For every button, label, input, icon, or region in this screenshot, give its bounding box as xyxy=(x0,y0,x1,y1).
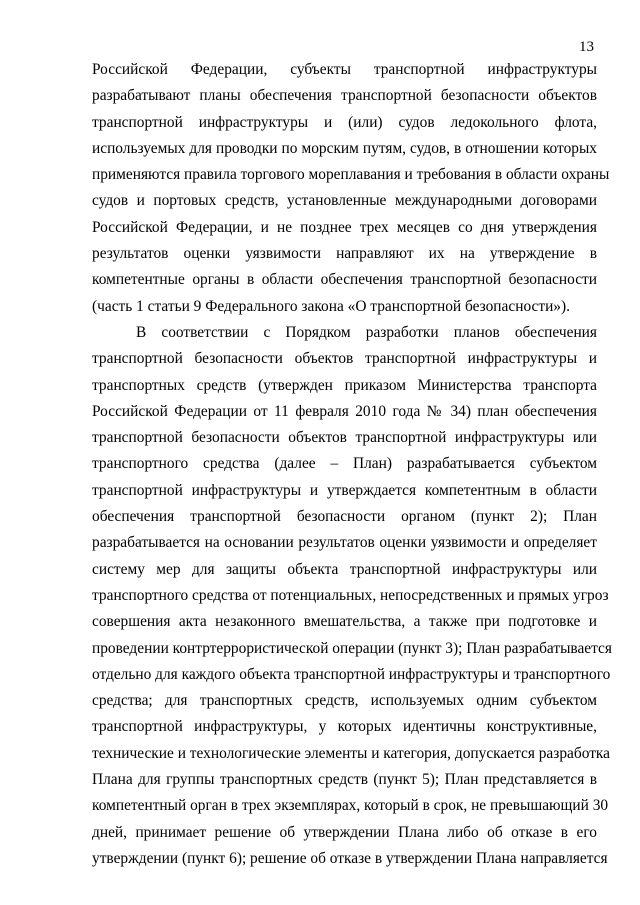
text-line: проведении контртеррористической операции (пункт 3); План разрабатывается xyxy=(92,639,612,657)
text-line: обеспечения транспортной безопасности органом (пункт 2); План xyxy=(92,508,597,526)
text-line: используемых для проводки по морским путям, судов, в отношении которых xyxy=(92,139,597,157)
text-line: технические и технологические элементы и категория, допускается разработка xyxy=(92,744,610,762)
text-line: результатов оценки уязвимости направляют их на утверждение в xyxy=(92,245,597,263)
text-line: утверждении (пункт 6); решение об отказе в утверждении Плана направляется xyxy=(92,849,608,867)
text-line: транспортной безопасности объектов транспортной инфраструктуры и xyxy=(92,350,597,368)
text-line: транспортной безопасности объектов транспортной инфраструктуры или xyxy=(92,429,597,447)
text-line: совершения акта незаконного вмешательства, а также при подготовке и xyxy=(92,613,597,631)
text-line: Российской Федерации, субъекты транспортной инфраструктуры xyxy=(92,61,597,78)
text-line: В соответствии с Порядком разработки планов обеспечения xyxy=(136,323,597,341)
page-number: 13 xyxy=(579,39,594,55)
text-line: судов и портовых средств, установленные международными договорами xyxy=(92,192,597,210)
text-line: транспортной инфраструктуры и (или) судов ледокольного флота, xyxy=(92,113,597,131)
text-line: транспортной инфраструктуры и утверждается компетентным в области xyxy=(92,481,597,499)
text-line: транспортной инфраструктуры, у которых идентичны конструктивные, xyxy=(92,718,597,736)
text-line: транспортного средства (далее – План) разрабатывается субъектом xyxy=(92,455,597,473)
text-line: разрабатывают планы обеспечения транспортной безопасности объектов xyxy=(92,87,597,105)
text-line: дней, принимает решение об утверждении Плана либо об отказе в его xyxy=(92,823,597,841)
text-line: транспортного средства от потенциальных, непосредственных и прямых угроз xyxy=(92,586,609,604)
text-line: систему мер для защиты объекта транспортной инфраструктуры или xyxy=(92,560,597,578)
paragraph-2 xyxy=(92,320,612,872)
text-line: применяются правила торгового мореплавания и требования в области охраны xyxy=(92,166,610,184)
text-line: Российской Федерации от 11 февраля 2010 года № 34) план обеспечения xyxy=(92,402,597,420)
text-line: транспортных средств (утвержден приказом Министерства транспорта xyxy=(92,376,597,394)
text-line: компетентный орган в трех экземплярах, который в срок, не превышающий 30 xyxy=(92,797,609,815)
paragraph-1 xyxy=(92,57,610,320)
text-line: отдельно для каждого объекта транспортной инфраструктуры и транспортного xyxy=(92,665,611,683)
text-line: Плана для группы транспортных средств (пункт 5); План представляется в xyxy=(92,771,597,789)
text-line: средства; для транспортных средств, используемых одним субъектом xyxy=(92,692,597,710)
text-line: Российской Федерации, и не позднее трех месяцев со дня утверждения xyxy=(92,218,597,236)
text-line: компетентные органы в области обеспечения транспортной безопасности xyxy=(92,271,597,289)
document-body xyxy=(92,57,612,872)
text-line: (часть 1 статьи 9 Федерального закона «О транспортной безопасности»). xyxy=(92,297,570,315)
text-line: разрабатывается на основании результатов оценки уязвимости и определяет xyxy=(92,534,597,552)
